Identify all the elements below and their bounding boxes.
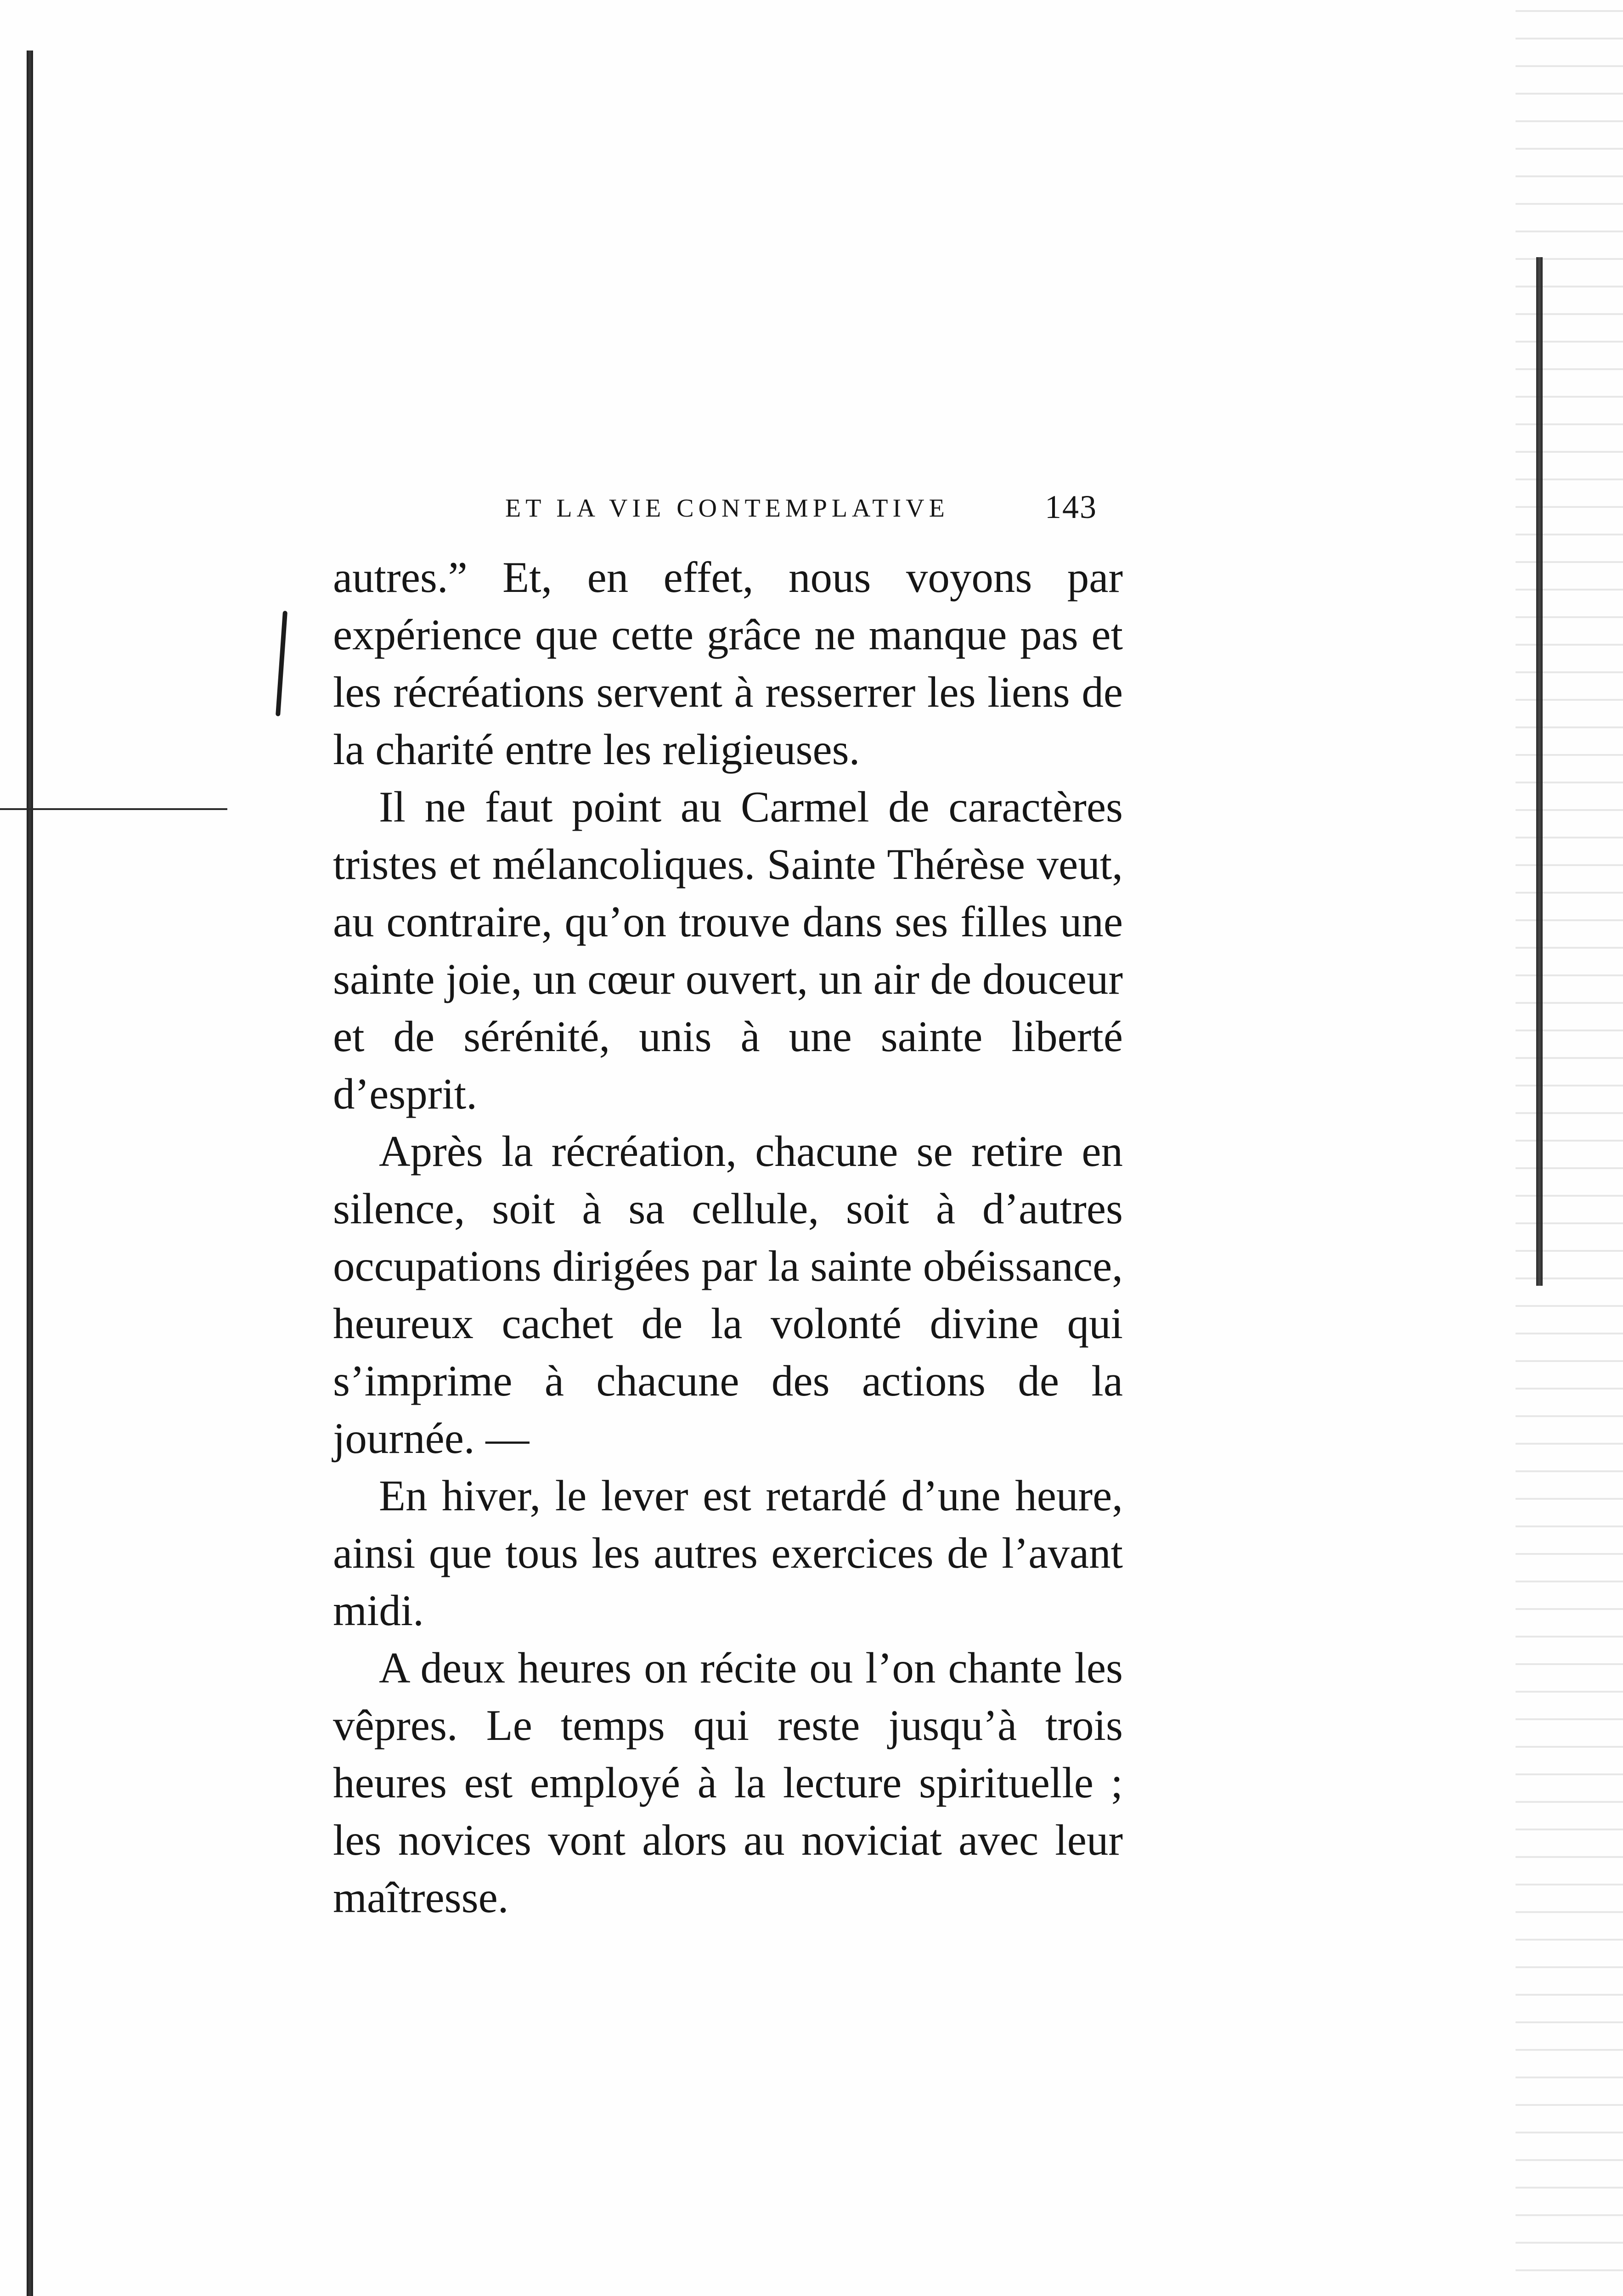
- page-number: 143: [1045, 489, 1097, 525]
- running-head: ET LA VIE CONTEMPLATIVE: [505, 494, 949, 523]
- margin-pen-mark: [276, 611, 287, 716]
- page-header: [505, 484, 1107, 535]
- paragraph-4: En hiver, le lever est retardé d’une heure, ainsi que tous les autres exercices de l’avant midi.: [333, 1471, 1123, 1635]
- body-text: [333, 549, 1123, 1926]
- scan-edge-noise: [1516, 0, 1623, 2296]
- paragraph-3: Après la récréation, chacune se retire en silence, soit à sa cellule, soit à d’autres occupations dirigées par la sainte obéissance, heureux cachet de la volonté divine qui s’imprime à chacune des actions de la journée. —: [333, 1127, 1123, 1463]
- margin-rule: [0, 808, 227, 810]
- paragraph-2: Il ne faut point au Carmel de caractères tristes et mélancoliques. Sainte Thérèse veut, au contraire, qu’on trouve dans ses filles une sainte joie, un cœur ouvert, un air de douceur et de sérénité, unis à une sainte liberté d’esprit.: [333, 782, 1123, 1118]
- paragraph-1: autres.” Et, en effet, nous voyons par expérience que cette grâce ne manque pas et les récréations servent à resserrer les liens de la charité entre les religieuses.: [333, 553, 1123, 774]
- paragraph-5: A deux heures on récite ou l’on chante les vêpres. Le temps qui reste jusqu’à trois heures est employé à la lecture spirituelle ; les novices vont alors au noviciat avec leur maîtresse.: [333, 1643, 1123, 1922]
- scan-edge-left: [27, 51, 33, 2296]
